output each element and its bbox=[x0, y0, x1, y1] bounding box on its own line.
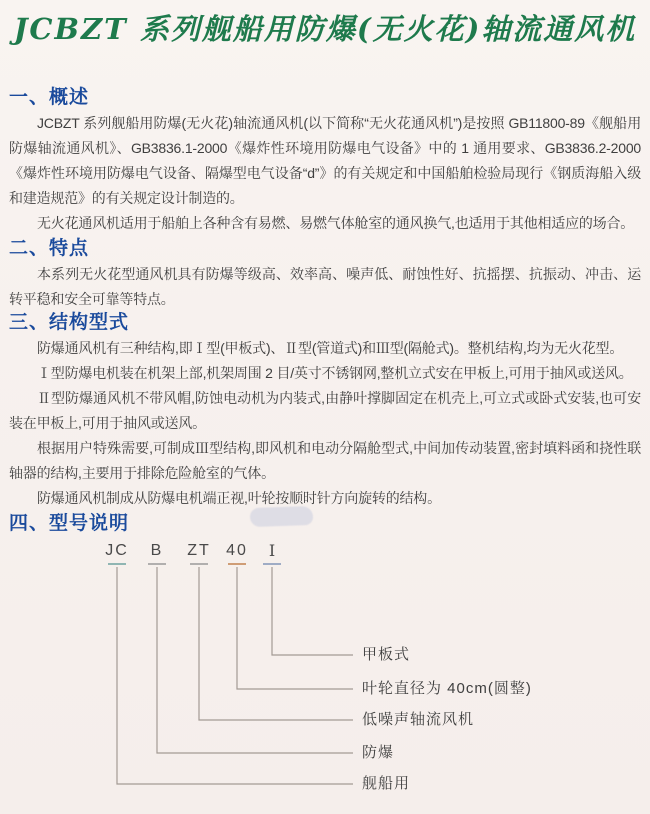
paragraph: Ⅰ型防爆电机装在机架上部,机架周围 2 目/英寸不锈钢网,整机立式安在甲板上,可用于抽风或送风。 bbox=[37, 365, 633, 381]
document-content bbox=[0, 9, 650, 813]
model-code-diagram bbox=[9, 537, 650, 813]
document-title: JCBZT 系列舰船用防爆(无火花)轴流通风机 bbox=[13, 12, 637, 46]
connector-line bbox=[117, 567, 353, 784]
model-code-part: I bbox=[268, 541, 276, 560]
paragraph: 本系列无火花型通风机具有防爆等级高、效率高、噪声低、耐蚀性好、抗摇摆、抗振动、冲击、运转平稳和安全可靠等特点。 bbox=[9, 266, 641, 307]
section-heading-structure: 三、结构型式 bbox=[9, 312, 130, 333]
paragraph: 无火花通风机适用于船舶上各种含有易燃、易燃气体舱室的通风换气,也适用于其他相适应的场合。 bbox=[37, 215, 635, 231]
model-code-label: 叶轮直径为 40cm(圆整) bbox=[362, 680, 532, 697]
connector-line bbox=[199, 567, 353, 720]
model-code-label: 舰船用 bbox=[362, 775, 411, 792]
diagram-connector-lines bbox=[9, 537, 650, 813]
paragraph: JCBZT 系列舰船用防爆(无火花)轴流通风机(以下简称“无火花通风机”)是按照 GB11800-89《舰船用防爆轴流通风机》、GB3836.1-2000《爆炸性环境用防爆电气设备》中的 1 通用要求、GB3836.2-2000《爆炸性环境用防爆电气设备、隔爆型电气设备“d”》的有关规定和中国船舶检验局现行《钢质海船入级和建造规范》的有关规定设计制造的。 bbox=[9, 115, 641, 206]
correction-smudge bbox=[250, 506, 314, 527]
connector-line bbox=[157, 567, 353, 753]
section-heading-features: 二、特点 bbox=[9, 238, 90, 259]
connector-line bbox=[237, 567, 353, 689]
paragraph: 根据用户特殊需要,可制成Ⅲ型结构,即风机和电动分隔舱型式,中间加传动装置,密封填料函和挠性联轴器的结构,主要用于排除危险舱室的气体。 bbox=[9, 440, 641, 481]
model-code-part: JC bbox=[105, 542, 129, 559]
model-code-part: ZT bbox=[187, 542, 211, 559]
model-code-label: 甲板式 bbox=[362, 646, 411, 663]
model-code-part: 40 bbox=[226, 542, 248, 559]
section-heading-overview: 一、概述 bbox=[9, 87, 90, 108]
paragraph: Ⅱ型防爆通风机不带风帽,防蚀电动机为内装式,由静叶撑脚固定在机壳上,可立式或卧式安装,也可安装在甲板上,可用于抽风或送风。 bbox=[9, 390, 641, 431]
connector-line bbox=[272, 567, 353, 655]
model-code-label: 低噪声轴流风机 bbox=[362, 711, 475, 728]
section-heading-model: 四、型号说明 bbox=[9, 513, 130, 534]
paragraph: 防爆通风机有三种结构,即Ⅰ型(甲板式)、Ⅱ型(管道式)和Ⅲ型(隔舱式)。整机结构,均为无火花型。 bbox=[37, 340, 624, 356]
model-code-label: 防爆 bbox=[362, 744, 395, 761]
model-code-part: B bbox=[150, 542, 164, 559]
paragraph: 防爆通风机制成从防爆电机端正视,叶轮按顺时针方向旋转的结构。 bbox=[37, 490, 441, 506]
